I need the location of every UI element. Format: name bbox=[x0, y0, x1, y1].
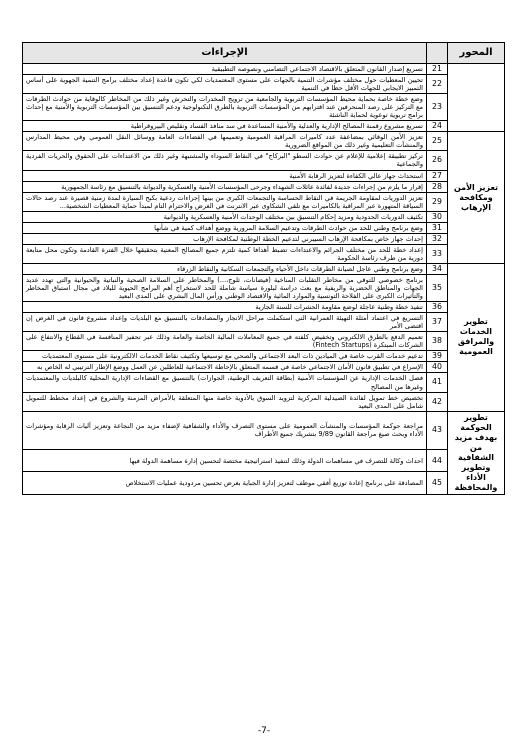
axis-cell: تطوير الخدمات والمرافق العمومية bbox=[448, 263, 505, 411]
measure-text: تحيين المعطيات حول مختلف مؤشرات التنمية بالجهات على مستوى المعتمديات لكي تكون قاعدة إعداد مختلف برامج التنمية الجهوية على أساس التمييز الايجابي للجهات الأقل حظا في التنمية bbox=[23, 75, 427, 94]
table-row bbox=[23, 132, 505, 151]
measure-number: 24 bbox=[427, 121, 448, 132]
table-row bbox=[23, 274, 505, 301]
table-row bbox=[23, 332, 505, 351]
measure-text: تسريع مشروع رقمنة المصالح الإدارية والعدلية والأمنية المساعدة في سد منافذ الفساد وتقليص البيروقراطية bbox=[23, 121, 427, 132]
measure-text: إعداد خطة للحد من مختلف الجرائم والاعتداءات تضبط أهدافا كمية تلتزم جميع المصالح المعنية بتحقيقها خلال الفترة القادمة وتكون محل متابعة دورية من طرف رئاسة الحكومة bbox=[23, 244, 427, 263]
measure-number: 41 bbox=[427, 373, 448, 392]
table-row bbox=[23, 313, 505, 332]
measure-text: إحداث جهاز خاص بمكافحة الإرهاب السيبرني لتدعيم الخطة الوطنية لمكافحة الإرهاب bbox=[23, 233, 427, 244]
measure-text: المصادقة على برنامج إعادة توزيع أفقي موظف لتعزيز إدارة الجباية بغرض تحسين مردودية عمليات الاستخلاص bbox=[23, 472, 427, 494]
table-body bbox=[23, 64, 505, 495]
measure-number: 37 bbox=[427, 313, 448, 332]
table-row bbox=[23, 94, 505, 121]
measure-number: 21 bbox=[427, 64, 448, 75]
measure-number: 22 bbox=[427, 75, 448, 94]
table-header-row bbox=[23, 43, 505, 64]
measures-header: الإجراءات bbox=[23, 43, 427, 64]
measure-text: وضع خطة خاصة بحماية محيط المؤسسات التربوية والجامعية من ترويج المخدرات والتحرش وغير ذلك من المخاطر كالوقاية من حوادث الطرقات مع التركيز على رصد المنحرفين عند اقترابهم من المؤسسات التربوية بالطرق التكنولوجية ودعم التنسيق بين المؤسسات التربوية والأمنية مع إحداث برامج تربوية توعوية لحماية الناشئة bbox=[23, 94, 427, 121]
measure-number: 34 bbox=[427, 263, 448, 274]
table-row bbox=[23, 362, 505, 373]
measure-number: 45 bbox=[427, 472, 448, 494]
measures-table bbox=[22, 42, 505, 495]
measure-text: الإسراع في تطبيق قانون الأمان الاجتماعي خاصة في قسمه المتعلق بالإحاطة الاجتماعية للعاطلين عن العمل ووضع الإطار الترتيبي له الخاص به bbox=[23, 362, 427, 373]
table-row bbox=[23, 244, 505, 263]
table-row bbox=[23, 64, 505, 75]
measure-text: تخصيص خط تمويل لفائدة الصيدلية المركزية لتزويد السوق بالأدوية خاصة منها المتعلقة بالأمراض المزمنة والشروع في إعداد مخطط للتمويل شامل على المدى البعيد bbox=[23, 392, 427, 411]
measure-text: تسريع إصدار القانون المتعلق بالاقتصاد الاجتماعي التضامني ونصوصه التطبيقية bbox=[23, 64, 427, 75]
measure-text: تكثيف الدوريات الحدودية ومزيد إحكام التنسيق بين مختلف الوحدات الأمنية والعسكرية والديوانية bbox=[23, 211, 427, 222]
measure-text: التسريع في اعتماد أمثلة التهيئة العمرانية التي استكملت مراحل الانجاز والمصادقات بالتنسيق مع البلديات وإعداد مشروع قانون في الغرض إن اقتضى الأمر bbox=[23, 313, 427, 332]
measure-number: 30 bbox=[427, 211, 448, 222]
table-row bbox=[23, 450, 505, 472]
table-row bbox=[23, 75, 505, 94]
measure-number: 26 bbox=[427, 151, 448, 170]
table-row bbox=[23, 392, 505, 411]
measure-text: مراجعة حوكمة المؤسسات والمنشآت العمومية على مستوى التصرف والأداء والشفافية لإضفاء مزيد من النجاعة وتعزيز آليات الرقابة ومؤشرات الأداء وبحث صيغ مراجعة القانون 9/89 بتشريك جميع الأطراف bbox=[23, 411, 427, 449]
measure-number: 23 bbox=[427, 94, 448, 121]
table-row bbox=[23, 170, 505, 181]
table-row bbox=[23, 181, 505, 192]
axis-cell bbox=[448, 64, 505, 132]
measure-number: 32 bbox=[427, 233, 448, 244]
measure-number: 27 bbox=[427, 170, 448, 181]
table-row bbox=[23, 222, 505, 233]
measure-number: 25 bbox=[427, 132, 448, 151]
measure-text: وضع برنامج وطني للحد من حوادث الطرقات وتدعيم السلامة المرورية ووضع أهداف كمية في شأنها bbox=[23, 222, 427, 233]
page-number: -7- bbox=[257, 726, 271, 736]
measure-number: 33 bbox=[427, 244, 448, 263]
table-row bbox=[23, 373, 505, 392]
measure-number: 39 bbox=[427, 351, 448, 362]
measure-number: 36 bbox=[427, 302, 448, 313]
measure-number: 28 bbox=[427, 181, 448, 192]
table-row bbox=[23, 211, 505, 222]
measure-number: 43 bbox=[427, 411, 448, 449]
table-row bbox=[23, 263, 505, 274]
table-row bbox=[23, 411, 505, 449]
measure-text: تعزيز الدوريات لمقاومة الجريمة في النقاط الحساسة والتجمعات الكبرى من بينها إجراءات ردعية بكبح السيارة لمدة زمنية قصيرة عند رصد حالات السياقة المتهورة عبر المراقبة بالكاميرات مع تلقي الشكاوى عبر الانترنت في الغرض والاحترام التام لمبدأ حماية المعطيات الشخصية... bbox=[23, 192, 427, 211]
axis-cell: تعزيز الأمن ومكافحة الإرهاب bbox=[448, 132, 505, 264]
measure-text: تعميم الدفع بالطرق الالكتروني وتخفيض كلفته في جميع المعاملات المالية الخاصة والعامة وذلك عبر تحفيز المنافسة في القطاع والانتفاع على الشركات المبتكرة (Fintech Startups) bbox=[23, 332, 427, 351]
measure-text: برنامج خصوصي للتوقي من مخاطر التقلبات المناخية (فيضانات، ثلوج،...) والمخاطر على السلامة الصحية والنباتية والحيوانية والتي تهدد عديد الجهات والمناطق الحضرية والريفية مع بعث دراسة لبلورة سياسة شاملة للحد لاستخراج أهم البرامج الحيوية للبلاد في مجال استباق المخاطر والتأثيرات الكبرى على الفلاحة التونسية والموارد المائية والاقتصاد الوطني ورأس المال البشري على المدى البعيد bbox=[23, 274, 427, 301]
measure-text: تنفيذ خطة وطنية عاجلة لوضع مقاومة الحشرات للسنة الجارية bbox=[23, 302, 427, 313]
measure-number: 38 bbox=[427, 332, 448, 351]
measure-text: تدعيم خدمات القرب خاصة في الميادين ذات البعد الاجتماعي والصحي مع توسيعها وتكثيف نقاط الخدمات الالكترونية على مستوى المعتمديات bbox=[23, 351, 427, 362]
number-header bbox=[427, 43, 448, 64]
axis-cell: تطوير الحوكمة بهدف مزيد من الشفافية وتطوير الأداء والمحافظة bbox=[448, 411, 505, 494]
table-row bbox=[23, 302, 505, 313]
table-row bbox=[23, 233, 505, 244]
table-row bbox=[23, 351, 505, 362]
measure-text: استحداث جهاز عالي الكفاءة لتعزيز الرقابة الأمنية bbox=[23, 170, 427, 181]
measure-text: احداث وكالة للتصرف في مساهمات الدولة وذلك لتنفيذ استراتيجية مختصة لتحسين إدارة مساهمة الدولة فيها bbox=[23, 450, 427, 472]
table-row bbox=[23, 151, 505, 170]
measure-number: 31 bbox=[427, 222, 448, 233]
measure-text: وضع برنامج وطني عاجل لصيانة الطرقات داخل الأحياء والتجمعات السكانية والنقاط الزرقاء bbox=[23, 263, 427, 274]
measure-number: 44 bbox=[427, 450, 448, 472]
measure-number: 29 bbox=[427, 192, 448, 211]
measure-number: 42 bbox=[427, 392, 448, 411]
table-row bbox=[23, 192, 505, 211]
measure-text: تعزيز الأمن الوقائي بمضاعفة عدد كاميرات المراقبة العمومية وتعميمها في الفضاءات العامة ووسائل النقل العمومي وفي محيط المدارس والمنشآت التعليمية وغير ذلك من المواقع الضرورية bbox=[23, 132, 427, 151]
measure-text: إقرار ما يلزم من إجراءات جديدة لفائدة عائلات الشهداء وجرحى المؤسسات الأمنية والعسكرية والديوانة بالتنسيق مع رئاسة الجمهورية bbox=[23, 181, 427, 192]
measure-number: 35 bbox=[427, 274, 448, 301]
table-row bbox=[23, 121, 505, 132]
measure-text: فصل الخدمات الإدارية عن المؤسسات الأمنية (بطاقة التعريف الوطنية، الجوازات) بالتنسيق مع القضاءات الإدارية المحلية كالبلديات والمعتمديات وغيرها من المصالح bbox=[23, 373, 427, 392]
table-row bbox=[23, 472, 505, 494]
measure-number: 40 bbox=[427, 362, 448, 373]
axis-header: المحور bbox=[448, 43, 505, 64]
measure-text: تركيز تطبيقة إعلامية للإعلام عن حوادث السطو "البركاج" في النقاط السوداء والمشتبهة وغير ذلك من الاعتداءات على الحقوق والحريات الفردية والجماعية bbox=[23, 151, 427, 170]
